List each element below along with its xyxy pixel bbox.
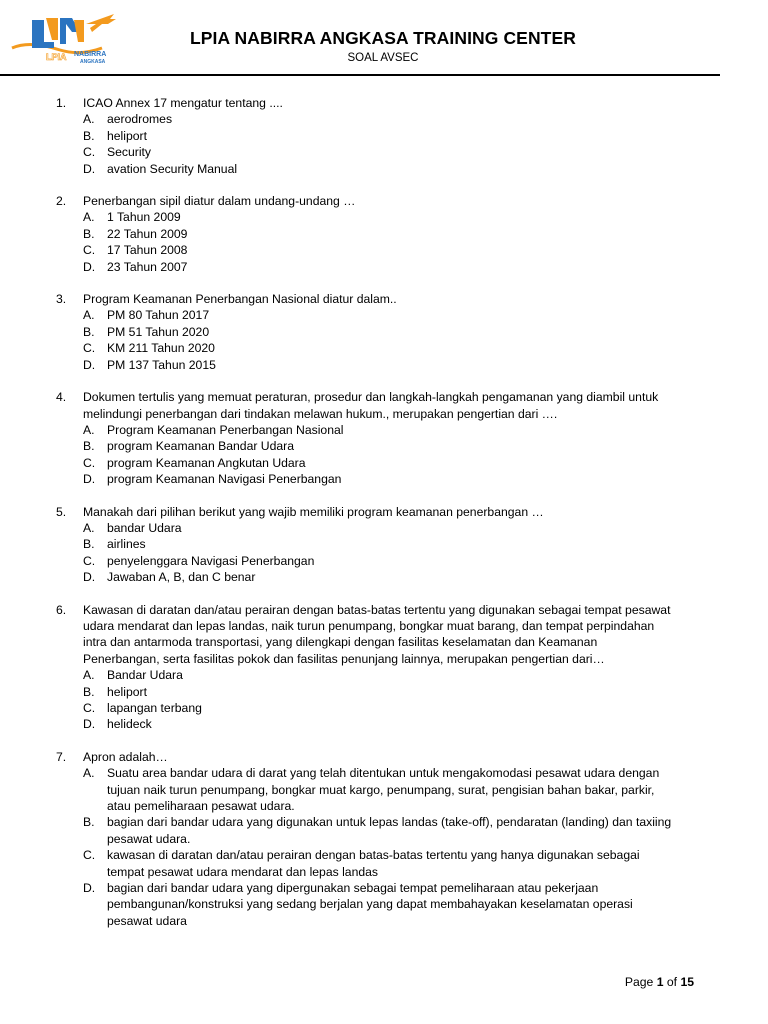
option-label: A.	[83, 668, 95, 683]
question-number: 5.	[56, 504, 67, 519]
option-text: Security	[107, 145, 152, 160]
answer-option	[56, 438, 676, 454]
answer-option	[56, 242, 676, 258]
answer-option	[56, 324, 676, 340]
option-label: D.	[83, 570, 96, 585]
question-number: 3.	[56, 292, 67, 307]
question-item	[56, 291, 676, 373]
answer-option	[56, 111, 676, 127]
option-text: Program Keamanan Penerbangan Nasional	[107, 422, 344, 437]
option-label: A.	[83, 520, 95, 535]
question-item	[56, 389, 676, 487]
header-divider	[0, 74, 720, 76]
question-line	[56, 95, 676, 111]
option-text: PM 137 Tahun 2015	[107, 357, 216, 372]
answer-option	[56, 880, 676, 929]
answer-option	[56, 569, 676, 585]
option-text: lapangan terbang	[107, 701, 202, 715]
question-text: Apron adalah…	[83, 749, 168, 764]
answer-option	[56, 455, 676, 471]
option-text: PM 80 Tahun 2017	[107, 308, 210, 323]
question-number: 7.	[56, 749, 67, 764]
option-label: C.	[83, 243, 96, 258]
option-label: B.	[83, 128, 95, 143]
question-number: 4.	[56, 390, 67, 405]
question-text: Kawasan di daratan dan/atau perairan dengan batas-batas tertentu yang digunakan sebagai tempat pesawat udara mendarat dan lepas landas, naik turun penumpang, bongkar muat barang, dan tempat perpindahan intra dan antarmoda transportasi, yang dilengkapi dengan fasilitas keselamatan dan Keamanan Penerbangan, serta fasilitas pokok dan fasilitas penunjang lainnya, merupakan pengertian dari…	[83, 602, 671, 666]
page-total: 15	[680, 975, 694, 989]
option-label: C.	[83, 341, 96, 356]
answer-option	[56, 847, 676, 880]
answer-option	[56, 422, 676, 438]
option-label: B.	[83, 226, 95, 241]
question-text: Program Keamanan Penerbangan Nasional diatur dalam..	[83, 292, 397, 307]
question-number: 6.	[56, 602, 67, 617]
question-line	[56, 193, 676, 209]
option-text: helideck	[107, 717, 152, 732]
option-text: 22 Tahun 2009	[107, 226, 188, 241]
option-text: avation Security Manual	[107, 161, 238, 176]
question-line	[56, 291, 676, 307]
option-text: heliport	[107, 684, 147, 699]
option-label: B.	[83, 684, 95, 699]
question-item	[56, 602, 676, 733]
option-label: D.	[83, 259, 96, 274]
option-label: A.	[83, 112, 95, 127]
question-line	[56, 749, 676, 765]
option-label: D.	[83, 472, 96, 487]
option-label: B.	[83, 324, 95, 339]
option-text: penyelenggara Navigasi Penerbangan	[107, 553, 315, 568]
option-text: program Keamanan Bandar Udara	[107, 439, 294, 454]
option-label: C.	[83, 848, 96, 863]
logo-text-lpia: LPIA	[46, 52, 67, 62]
page-header	[0, 0, 768, 80]
logo-text-sub: ANGKASA	[80, 59, 106, 65]
option-text: KM 211 Tahun 2020	[107, 341, 215, 356]
option-text: program Keamanan Navigasi Penerbangan	[107, 472, 342, 487]
option-label: D.	[83, 161, 96, 176]
option-label: A.	[83, 766, 95, 781]
question-text: ICAO Annex 17 mengatur tentang ....	[83, 96, 283, 110]
option-text: PM 51 Tahun 2020	[107, 324, 210, 339]
option-text: Jawaban A, B, dan C benar	[107, 570, 256, 585]
question-number: 2.	[56, 194, 67, 209]
option-label: D.	[83, 881, 96, 896]
option-label: C.	[83, 701, 96, 715]
option-label: D.	[83, 357, 96, 372]
option-label: A.	[83, 210, 95, 225]
option-label: B.	[83, 537, 95, 552]
answer-option	[56, 536, 676, 552]
question-text: Dokumen tertulis yang memuat peraturan, prosedur dan langkah-langkah pengamanan yang diambil untuk melindungi penerbangan dari tindakan melawan hukum., merupakan pengertian dari ….	[83, 390, 659, 421]
option-text: Bandar Udara	[107, 668, 183, 683]
question-item	[56, 504, 676, 586]
answer-option	[56, 307, 676, 323]
option-label: A.	[83, 308, 95, 323]
question-line	[56, 602, 676, 668]
of-word: of	[666, 975, 678, 989]
option-label: B.	[83, 439, 95, 454]
option-label: A.	[83, 422, 95, 437]
option-label: D.	[83, 717, 96, 732]
page-word: Page	[624, 975, 654, 989]
question-text: Penerbangan sipil diatur dalam undang-undang …	[83, 194, 356, 209]
question-item	[56, 193, 676, 275]
question-line	[56, 504, 676, 520]
option-text: Suatu area bandar udara di darat yang telah ditentukan untuk mengakomodasi pesawat udara dengan tujuan naik turun penumpang, bongkar muat kargo, penumpang, surat, pengisian bahan bakar, parkir, atau pemeliharaan pesawat udara.	[107, 766, 660, 814]
question-item	[56, 95, 676, 177]
option-text: kawasan di daratan dan/atau perairan dengan batas-batas tertentu yang hanya digunakan sebagai tempat pesawat udara mendarat dan lepas landas	[107, 848, 640, 879]
answer-option	[56, 716, 676, 732]
answer-option	[56, 765, 676, 814]
answer-option	[56, 520, 676, 536]
option-label: C.	[83, 455, 96, 470]
option-label: C.	[83, 553, 96, 568]
question-line	[56, 389, 676, 422]
answer-option	[56, 471, 676, 487]
answer-option	[56, 357, 676, 373]
logo-text-name: NABIRRA	[74, 51, 107, 58]
answer-option	[56, 700, 676, 716]
answer-option	[56, 684, 676, 700]
answer-option	[56, 144, 676, 160]
question-list	[56, 95, 676, 945]
option-text: bagian dari bandar udara yang digunakan untuk lepas landas (take-off), pendaratan (landing) dan taxiing pesawat udara.	[107, 815, 672, 846]
answer-option	[56, 128, 676, 144]
answer-option	[56, 814, 676, 847]
option-label: B.	[83, 815, 95, 830]
answer-option	[56, 161, 676, 177]
page-current: 1	[656, 975, 664, 989]
answer-option	[56, 226, 676, 242]
option-text: 1 Tahun 2009	[107, 210, 181, 225]
question-number: 1.	[56, 96, 67, 110]
lpia-logo	[10, 10, 122, 65]
option-text: aerodromes	[107, 112, 173, 127]
question-text: Manakah dari pilihan berikut yang wajib memiliki program keamanan penerbangan …	[83, 504, 544, 519]
question-item	[56, 749, 676, 929]
option-text: heliport	[107, 128, 147, 143]
page-title: LPIA NABIRRA ANGKASA TRAINING CENTER	[189, 28, 576, 48]
option-text: bagian dari bandar udara yang dipergunakan sebagai tempat pemeliharaan atau pekerjaan pembangunan/konstruksi yang sedang berjalan yang dapat membahayakan keselamatan operasi pesawat udara	[107, 881, 633, 928]
option-text: program Keamanan Angkutan Udara	[107, 455, 306, 470]
answer-option	[56, 667, 676, 683]
option-text: 17 Tahun 2008	[107, 243, 188, 258]
option-text: 23 Tahun 2007	[107, 259, 188, 274]
answer-option	[56, 553, 676, 569]
option-label: C.	[83, 145, 96, 160]
page-subtitle: SOAL AVSEC	[347, 52, 419, 64]
option-text: airlines	[107, 537, 146, 552]
page-number	[625, 975, 694, 989]
answer-option	[56, 340, 676, 356]
answer-option	[56, 209, 676, 225]
answer-option	[56, 259, 676, 275]
option-text: bandar Udara	[107, 520, 182, 535]
